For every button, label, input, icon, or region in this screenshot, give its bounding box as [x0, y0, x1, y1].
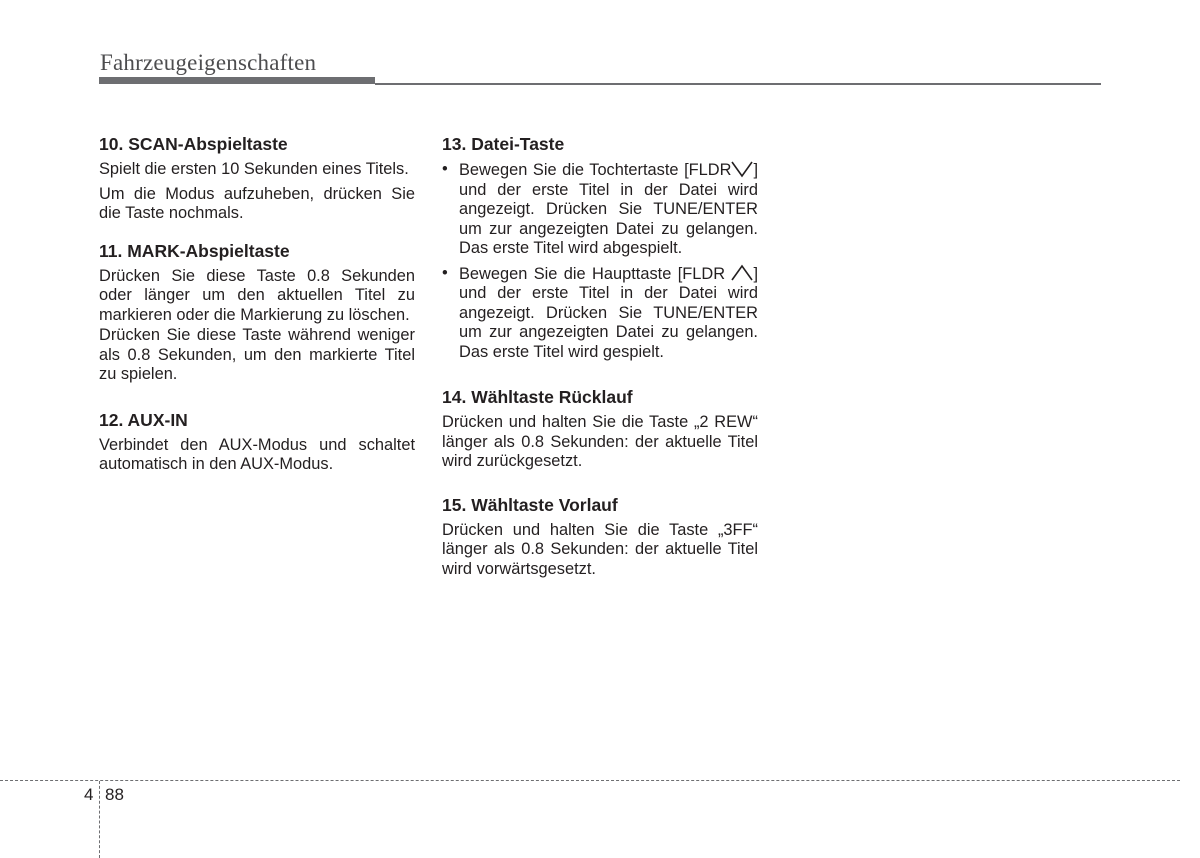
chapter-title: Fahrzeugeigenschaften — [100, 50, 317, 75]
bullet-text-start: Bewegen Sie die Haupttaste [FLDR — [459, 264, 732, 283]
chevron-down-icon — [731, 160, 753, 178]
page-number: 88 — [105, 785, 124, 804]
paragraph: Um die Modus aufzuheben, drücken Sie die Taste nochmals. — [99, 184, 415, 222]
section-title: 14. Wähltaste Rücklauf — [442, 387, 633, 407]
paragraph: Verbindet den AUX-Modus und schaltet automatisch in den AUX-Modus. — [99, 435, 415, 473]
bullet-dot: • — [442, 160, 448, 178]
footer-vertical-divider — [99, 781, 100, 858]
paragraph: Spielt die ersten 10 Sekunden eines Titels. — [99, 160, 409, 178]
bullet-text-start: Bewegen Sie die Tochtertaste [FLDR — [459, 161, 732, 179]
section-title: 13. Datei-Taste — [442, 134, 565, 154]
list-item — [442, 160, 758, 259]
bullet-dot: • — [442, 263, 448, 282]
paragraph: Drücken und halten Sie die Taste „3FF“ länger als 0.8 Sekunden: der aktuelle Titel wird vorwärtsgesetzt. — [442, 520, 758, 578]
section-title: 15. Wähltaste Vorlauf — [442, 494, 618, 515]
section-datei — [442, 134, 758, 362]
chapter-number: 4 — [84, 785, 94, 804]
footer-divider — [0, 780, 1180, 781]
section-scan — [99, 134, 415, 224]
section-title: 12. AUX-IN — [99, 409, 188, 430]
bullet-text-end: ] und der erste Titel in der Datei wird angezeigt. Drücken Sie TUNE/ENTER um zur angezeigten Datei zu gelangen. Das erste Titel wird abgespielt. — [459, 161, 758, 257]
header-rule-thick — [99, 77, 375, 84]
left-column — [99, 134, 415, 480]
section-vorlauf — [442, 495, 758, 580]
section-ruecklauf — [442, 387, 758, 472]
section-title: 10. SCAN-Abspieltaste — [99, 134, 288, 154]
right-column — [442, 134, 758, 584]
section-aux — [99, 410, 415, 475]
section-mark — [99, 241, 415, 385]
paragraph: Drücken und halten Sie die Taste „2 REW“ länger als 0.8 Sekunden: der aktuelle Titel wird zurückgesetzt. — [442, 413, 758, 470]
chevron-up-icon — [731, 264, 753, 282]
header-rule-thin — [375, 83, 1101, 85]
paragraph: Drücken Sie diese Taste 0.8 Sekunden oder länger um den aktuellen Titel zu markieren oder die Markierung zu löschen. — [99, 266, 415, 324]
bullet-text-end: ] und der erste Titel in der Datei wird angezeigt. Drücken Sie TUNE/ENTER um zur angezeigten Datei zu gelangen. Das erste Titel wird gespielt. — [459, 264, 758, 361]
paragraph: Drücken Sie diese Taste während weniger als 0.8 Sekunden, um den markierte Titel zu spielen. — [99, 326, 415, 383]
list-item — [442, 264, 758, 363]
section-title: 11. MARK-Abspieltaste — [99, 240, 290, 261]
